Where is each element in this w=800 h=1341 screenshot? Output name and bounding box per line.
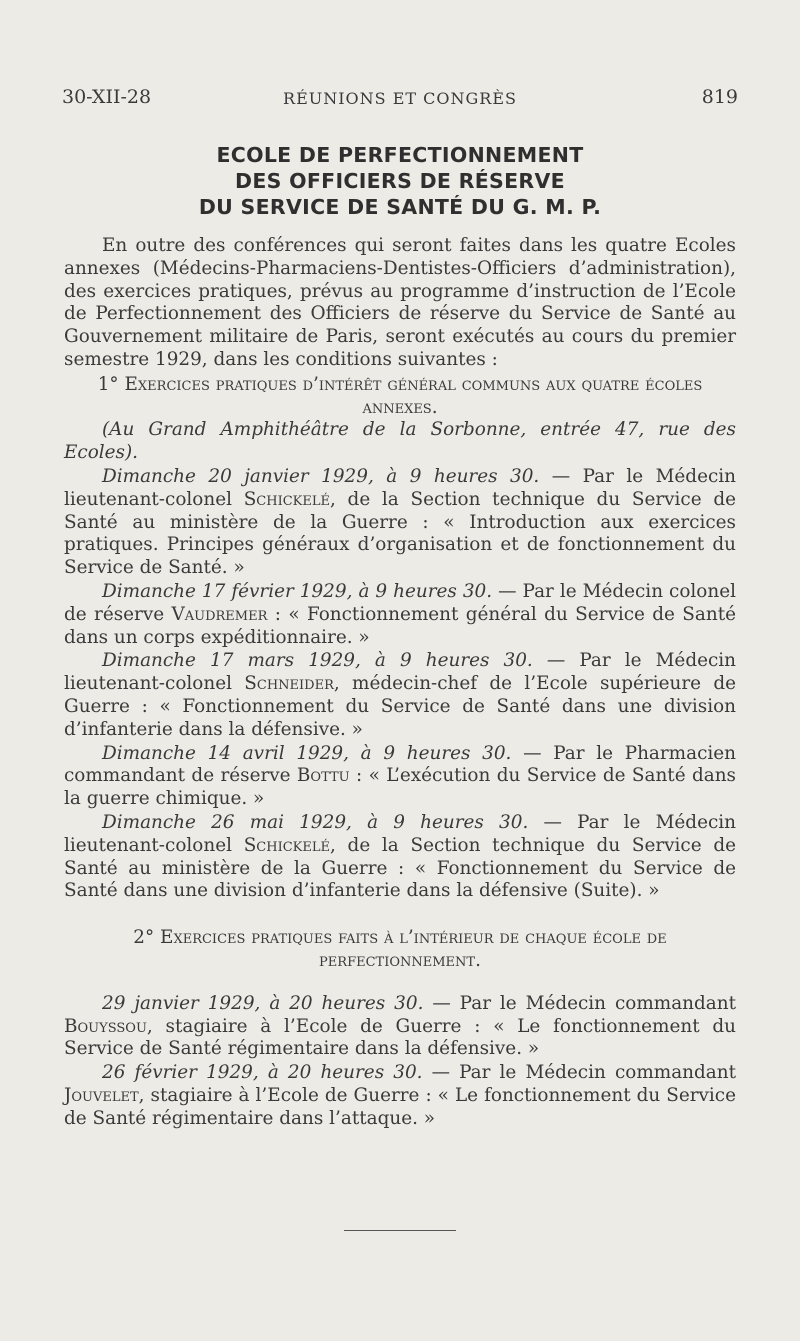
entry-date: 29 janvier 1929, à 20 heures 30. [102, 992, 424, 1014]
title-line-2: DES OFFICIERS DE RÉSERVE [235, 169, 565, 193]
entry-text: — Par le Médecin colonel de réserve [64, 580, 736, 625]
section-title: RÉUNIONS ET CONGRÈS [283, 89, 517, 108]
entry-rest: , stagiaire à l’Ecole de Guerre : « Le fonctionnement du Service de Santé régimentaire dans la défensive. » [64, 1015, 736, 1060]
entry-rest: : « Fonctionnement général du Service de Santé dans un corps expéditionnaire. » [64, 603, 736, 648]
closing-rule [344, 1230, 456, 1231]
entry-date: Dimanche 14 avril 1929, à 9 heures 30. [102, 742, 512, 764]
entry-speaker: Schneider [244, 673, 334, 695]
entry-speaker: Jouvelet [64, 1084, 139, 1106]
section-2-heading-text: Exercices pratiques faits à l’intérieur de chaque école de perfectionnement. [160, 927, 667, 971]
issue-date: 30-XII-28 [62, 86, 152, 108]
entry-text: — Par le Pharmacien commandant de réserve [64, 742, 736, 787]
title-line-1: ECOLE DE PERFECTIONNEMENT [216, 143, 584, 167]
section-2-heading [64, 927, 736, 973]
title-line-3: DU SERVICE DE SANTÉ DU G. M. P. [198, 195, 602, 219]
entry-date: Dimanche 17 mars 1929, à 9 heures 30. [102, 650, 533, 672]
entry-speaker: Vaudremer [171, 603, 268, 625]
section-2-number: 2° [133, 927, 155, 949]
page-number: 819 [701, 86, 738, 108]
intro-paragraph: En outre des conférences qui seront faites dans les quatre Ecoles annexes (Médecins-Pharmaciens-Dentistes-Officiers d’administration), des exercices pratiques, prévus au programme d’instruction de l’Ecole de Perfectionnement des Officiers de réserve du Service de Santé au Gouvernement militaire de Paris, seront exécutés au cours du premier semestre 1929, dans les conditions suivantes : [64, 235, 736, 370]
entry-rest: : « L’exécution du Service de Santé dans la guerre chimique. » [64, 765, 736, 810]
entry-date: Dimanche 26 mai 1929, à 9 heures 30. [102, 811, 529, 833]
section-2-entry [64, 1062, 736, 1130]
entry-text: — Par le Médecin lieutenant-colonel [64, 465, 736, 510]
section-1-heading [64, 374, 736, 420]
article-title [0, 142, 800, 220]
section-1-location [64, 419, 736, 465]
entry-rest: , de la Section technique du Service de Santé au ministère de la Guerre : « Fonctionnement du Service de Santé dans une division d’infanterie dans la défensive (Suite). » [64, 834, 736, 902]
section-1-heading-text: Exercices pratiques d’intérêt général communs aux quatre écoles annexes. [124, 373, 703, 418]
entry-text: — Par le Médecin commandant [422, 1062, 736, 1084]
section-1-entry [64, 581, 736, 649]
article-body [64, 235, 736, 1130]
section-2-entry [64, 993, 736, 1061]
location-text: (Au Grand Amphithéâtre de la Sorbonne, entrée 47, rue des Ecoles). [64, 419, 736, 464]
section-1-entry [64, 466, 736, 580]
entry-rest: , de la Section technique du Service de Santé au ministère de la Guerre : « Introduction aux exercices pratiques. Principes généraux d’organisation et de fonctionnement du Service de Santé. » [64, 488, 736, 579]
section-1-entry [64, 650, 736, 741]
entry-date: 26 février 1929, à 20 heures 30. [102, 1062, 423, 1084]
running-head [62, 86, 738, 116]
entry-date: Dimanche 17 février 1929, à 9 heures 30. [102, 580, 493, 602]
entry-speaker: Bouyssou [64, 1015, 147, 1037]
entry-text: — Par le Médecin lieutenant-colonel [64, 650, 736, 695]
entry-rest: , stagiaire à l’Ecole de Guerre : « Le fonctionnement du Service de Santé régimentaire dans l’attaque. » [64, 1084, 736, 1129]
entry-speaker: Bottu [296, 765, 350, 787]
section-1-entry [64, 812, 736, 903]
entry-speaker: Schickelé [243, 834, 330, 856]
entry-text: — Par le Médecin commandant [423, 992, 736, 1014]
entry-rest: , médecin-chef de l’Ecole supérieure de Guerre : « Fonctionnement du Service de Santé dans une division d’infanterie dans la défensive. » [64, 673, 736, 740]
entry-speaker: Schickelé [243, 488, 330, 510]
section-1-entry [64, 743, 736, 811]
entry-text: — Par le Médecin lieutenant-colonel [64, 811, 736, 856]
section-1-number: 1° [97, 373, 119, 395]
entry-date: Dimanche 20 janvier 1929, à 9 heures 30. [102, 465, 540, 487]
